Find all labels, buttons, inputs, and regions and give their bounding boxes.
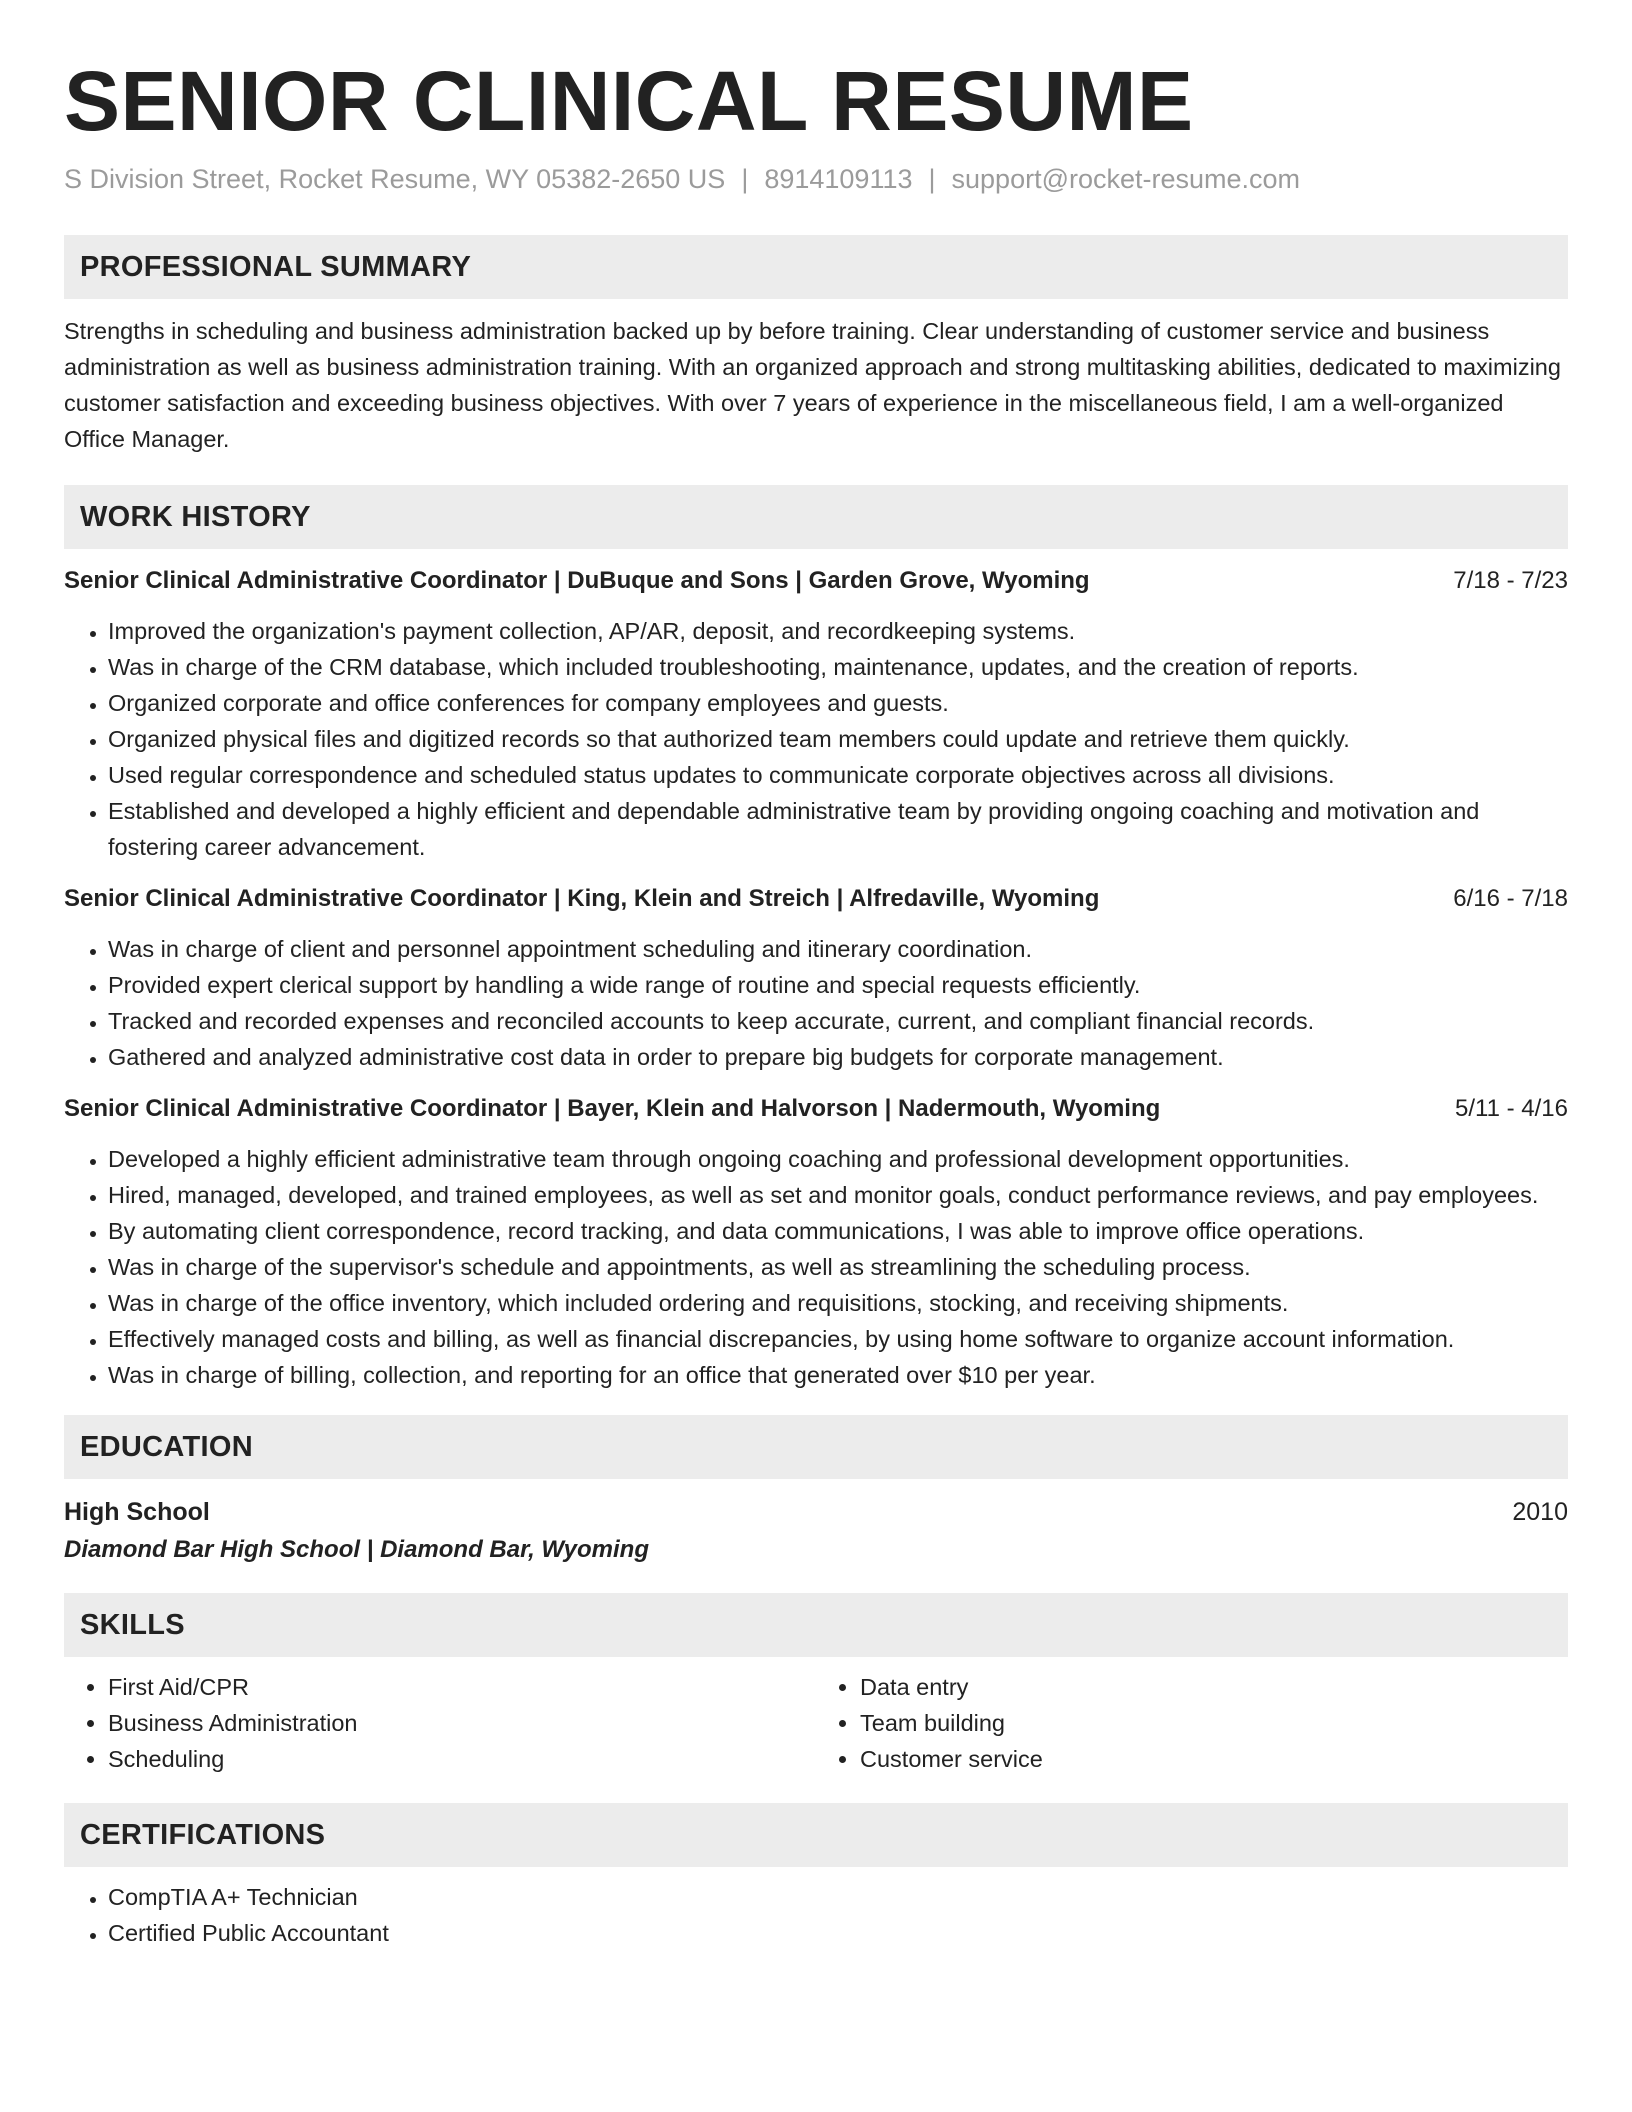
contact-line bbox=[64, 162, 1568, 197]
job-bullet: • Hired, managed, developed, and trained employees, as well as set and monitor goals, conduct performance reviews, and pay employees. bbox=[108, 1177, 1568, 1213]
job-bullets bbox=[64, 613, 1568, 865]
job-bullets bbox=[64, 1141, 1568, 1393]
skills-grid bbox=[64, 1669, 1568, 1777]
section-header-summary: PROFESSIONAL SUMMARY bbox=[64, 235, 1568, 299]
education-school: Diamond Bar High School | Diamond Bar, Wyoming bbox=[64, 1536, 649, 1564]
contact-separator: | bbox=[928, 164, 936, 195]
job-bullet: • Was in charge of the CRM database, which included troubleshooting, maintenance, updates, and the creation of reports. bbox=[108, 649, 1568, 685]
section-header-skills: SKILLS bbox=[64, 1593, 1568, 1657]
job-title: Senior Clinical Administrative Coordinator | Bayer, Klein and Halvorson | Nadermouth, Wyoming bbox=[64, 1095, 1161, 1123]
job-bullet: • Organized physical files and digitized records so that authorized team members could update and retrieve them quickly. bbox=[108, 721, 1568, 757]
job-bullet: • Was in charge of the supervisor's schedule and appointments, as well as streamlining the scheduling process. bbox=[108, 1249, 1568, 1285]
certifications-list bbox=[64, 1879, 1568, 1951]
job-bullet: • Developed a highly efficient administrative team through ongoing coaching and professional development opportunities. bbox=[108, 1141, 1568, 1177]
job-bullet: • Provided expert clerical support by handling a wide range of routine and special requests efficiently. bbox=[108, 967, 1568, 1003]
education-degree: High School bbox=[64, 1498, 210, 1527]
section-header-education: EDUCATION bbox=[64, 1415, 1568, 1479]
job-bullets bbox=[64, 931, 1568, 1075]
education-header bbox=[64, 1493, 1568, 1531]
job-header bbox=[64, 563, 1568, 599]
job-bullet: • Was in charge of client and personnel appointment scheduling and itinerary coordination. bbox=[108, 931, 1568, 967]
certification-item: • CompTIA A+ Technician bbox=[108, 1879, 1568, 1915]
contact-email: support@rocket-resume.com bbox=[951, 164, 1301, 195]
job-title: Senior Clinical Administrative Coordinator | King, Klein and Streich | Alfredaville, Wyoming bbox=[64, 885, 1100, 913]
job-bullet: • Effectively managed costs and billing, as well as financial discrepancies, by using home software to organize account information. bbox=[108, 1321, 1568, 1357]
job-bullet: • Gathered and analyzed administrative cost data in order to prepare big budgets for corporate management. bbox=[108, 1039, 1568, 1075]
job-bullet: • Was in charge of billing, collection, and reporting for an office that generated over $10 per year. bbox=[108, 1357, 1568, 1393]
job-bullet: • Tracked and recorded expenses and reconciled accounts to keep accurate, current, and compliant financial records. bbox=[108, 1003, 1568, 1039]
skill-item: • Team building bbox=[860, 1705, 1568, 1741]
job-entry bbox=[64, 1091, 1568, 1393]
contact-separator: | bbox=[741, 164, 749, 195]
skills-column-right bbox=[816, 1669, 1568, 1777]
education-year: 2010 bbox=[1512, 1498, 1568, 1527]
job-bullet: • Used regular correspondence and scheduled status updates to communicate corporate objectives across all divisions. bbox=[108, 757, 1568, 793]
skills-column-left bbox=[64, 1669, 816, 1777]
job-bullet: • Improved the organization's payment collection, AP/AR, deposit, and recordkeeping systems. bbox=[108, 613, 1568, 649]
job-entry bbox=[64, 563, 1568, 865]
job-dates: 7/18 - 7/23 bbox=[1453, 567, 1568, 595]
job-dates: 5/11 - 4/16 bbox=[1455, 1095, 1568, 1123]
job-bullet: • Established and developed a highly efficient and dependable administrative team by providing ongoing coaching and motivation and fostering career advancement. bbox=[108, 793, 1568, 865]
skill-item: • Business Administration bbox=[108, 1705, 816, 1741]
section-header-certifications: CERTIFICATIONS bbox=[64, 1803, 1568, 1867]
contact-address: S Division Street, Rocket Resume, WY 05382-2650 US bbox=[64, 164, 726, 195]
job-entry bbox=[64, 881, 1568, 1075]
job-header bbox=[64, 1091, 1568, 1127]
skill-item: • First Aid/CPR bbox=[108, 1669, 816, 1705]
certification-item: • Certified Public Accountant bbox=[108, 1915, 1568, 1951]
job-title: Senior Clinical Administrative Coordinator | DuBuque and Sons | Garden Grove, Wyoming bbox=[64, 567, 1090, 595]
summary-text: Strengths in scheduling and business administration backed up by before training. Clear understanding of customer service and business administration as well as business administration training. With an organized approach and strong multitasking abilities, dedicated to maximizing customer satisfaction and exceeding business objectives. With over 7 years of experience in the miscellaneous field, I am a well-organized Office Manager. bbox=[64, 318, 1561, 453]
education-entry bbox=[64, 1493, 1568, 1569]
job-bullet: • By automating client correspondence, record tracking, and data communications, I was able to improve office operations. bbox=[108, 1213, 1568, 1249]
skill-item: • Customer service bbox=[860, 1741, 1568, 1777]
skill-item: • Data entry bbox=[860, 1669, 1568, 1705]
job-bullet: • Was in charge of the office inventory, which included ordering and requisitions, stocking, and receiving shipments. bbox=[108, 1285, 1568, 1321]
resume-title: SENIOR CLINICAL RESUME bbox=[64, 54, 1194, 148]
section-header-work-history: WORK HISTORY bbox=[64, 485, 1568, 549]
job-header bbox=[64, 881, 1568, 917]
skill-item: • Scheduling bbox=[108, 1741, 816, 1777]
contact-phone: 8914109113 bbox=[764, 164, 913, 195]
job-dates: 6/16 - 7/18 bbox=[1453, 885, 1568, 913]
job-bullet: • Organized corporate and office conferences for company employees and guests. bbox=[108, 685, 1568, 721]
